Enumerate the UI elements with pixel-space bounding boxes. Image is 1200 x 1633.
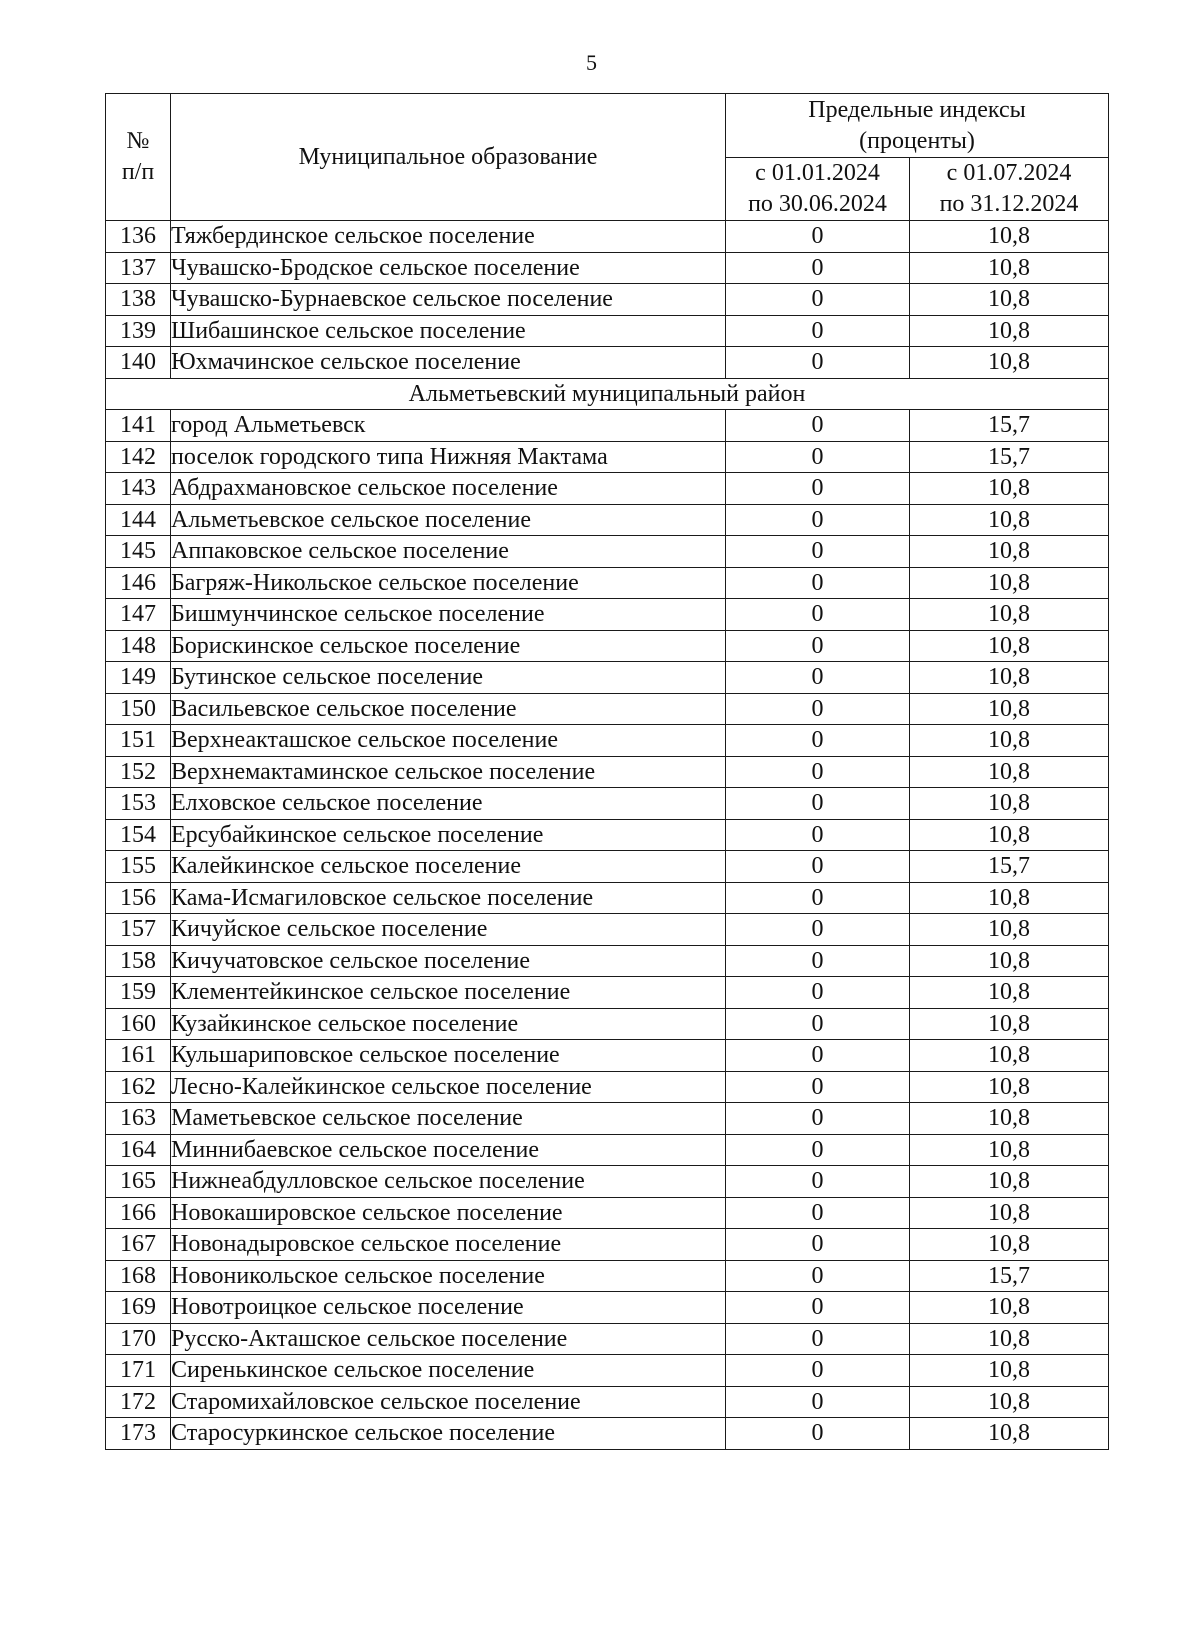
table-row [106,536,1109,568]
index-period-2: 10,8 [910,819,1109,851]
index-period-2: 10,8 [910,473,1109,505]
municipality-name: Абдрахмановское сельское поселение [171,473,726,505]
table-row [106,630,1109,662]
table-row [106,1071,1109,1103]
row-number: 143 [106,473,171,505]
municipality-name: Аппаковское сельское поселение [171,536,726,568]
row-number: 160 [106,1008,171,1040]
index-period-2: 10,8 [910,945,1109,977]
column-header-period-1: с 01.01.2024 по 30.06.2024 [726,158,910,221]
table-row [106,1229,1109,1261]
municipality-name: Новокашировское сельское поселение [171,1197,726,1229]
municipality-name: Багряж-Никольское сельское поселение [171,567,726,599]
row-number: 168 [106,1260,171,1292]
table-row [106,1386,1109,1418]
index-period-1: 0 [726,1134,910,1166]
index-period-2: 10,8 [910,1008,1109,1040]
page-number: 5 [586,50,597,75]
index-period-2: 10,8 [910,1071,1109,1103]
municipality-name: Лесно-Калейкинское сельское поселение [171,1071,726,1103]
table-row [106,1260,1109,1292]
index-period-2: 10,8 [910,536,1109,568]
index-period-1: 0 [726,1260,910,1292]
index-period-1: 0 [726,473,910,505]
index-period-1: 0 [726,1197,910,1229]
index-period-1: 0 [726,630,910,662]
index-period-2: 10,8 [910,662,1109,694]
index-period-1: 0 [726,1040,910,1072]
municipality-name: Старомихайловское сельское поселение [171,1386,726,1418]
table-row [106,756,1109,788]
table-row [106,410,1109,442]
index-period-1: 0 [726,1323,910,1355]
row-number: 149 [106,662,171,694]
index-period-2: 15,7 [910,851,1109,883]
municipality-name: поселок городского типа Нижняя Мактама [171,441,726,473]
index-period-1: 0 [726,851,910,883]
row-number: 162 [106,1071,171,1103]
row-number: 136 [106,221,171,253]
row-number: 173 [106,1418,171,1450]
row-number: 166 [106,1197,171,1229]
table-row [106,1355,1109,1387]
index-period-1: 0 [726,599,910,631]
municipality-name: город Альметьевск [171,410,726,442]
row-number: 148 [106,630,171,662]
index-period-2: 15,7 [910,1260,1109,1292]
index-period-1: 0 [726,662,910,694]
row-number: 161 [106,1040,171,1072]
table-row [106,1103,1109,1135]
index-period-1: 0 [726,536,910,568]
municipality-name: Борискинское сельское поселение [171,630,726,662]
municipality-name: Новоникольское сельское поселение [171,1260,726,1292]
index-period-2: 10,8 [910,1292,1109,1324]
row-number: 141 [106,410,171,442]
index-period-2: 10,8 [910,1103,1109,1135]
index-period-2: 10,8 [910,221,1109,253]
municipality-name: Елховское сельское поселение [171,788,726,820]
table-row [106,977,1109,1009]
index-period-2: 10,8 [910,1166,1109,1198]
table-row [106,914,1109,946]
index-period-2: 10,8 [910,504,1109,536]
table-body-previous-district [106,221,1109,379]
table-row [106,662,1109,694]
index-period-2: 10,8 [910,1040,1109,1072]
index-period-2: 10,8 [910,725,1109,757]
row-number: 144 [106,504,171,536]
municipality-name: Верхнеакташское сельское поселение [171,725,726,757]
table-row [106,504,1109,536]
table-row [106,1323,1109,1355]
municipality-name: Кичучатовское сельское поселение [171,945,726,977]
municipality-name: Русско-Акташское сельское поселение [171,1323,726,1355]
row-number: 146 [106,567,171,599]
table-row [106,819,1109,851]
municipality-name: Калейкинское сельское поселение [171,851,726,883]
index-period-1: 0 [726,1103,910,1135]
row-number: 169 [106,1292,171,1324]
row-number: 152 [106,756,171,788]
row-number: 167 [106,1229,171,1261]
municipality-name: Ерсубайкинское сельское поселение [171,819,726,851]
row-number: 142 [106,441,171,473]
index-period-2: 10,8 [910,1229,1109,1261]
municipality-name: Старосуркинское сельское поселение [171,1418,726,1450]
index-period-1: 0 [726,756,910,788]
index-period-1: 0 [726,788,910,820]
index-period-1: 0 [726,1292,910,1324]
index-period-1: 0 [726,284,910,316]
index-period-1: 0 [726,504,910,536]
index-period-1: 0 [726,1071,910,1103]
index-period-1: 0 [726,882,910,914]
index-period-1: 0 [726,1166,910,1198]
index-period-1: 0 [726,1355,910,1387]
index-period-1: 0 [726,567,910,599]
row-number: 147 [106,599,171,631]
row-number: 164 [106,1134,171,1166]
municipality-name: Нижнеабдулловское сельское поселение [171,1166,726,1198]
table-row [106,1008,1109,1040]
index-period-2: 10,8 [910,347,1109,379]
row-number: 145 [106,536,171,568]
index-period-2: 10,8 [910,1134,1109,1166]
section-almetyevsk [106,378,1109,410]
municipality-name: Кама-Исмагиловское сельское поселение [171,882,726,914]
table-row [106,347,1109,379]
index-period-2: 10,8 [910,252,1109,284]
index-period-2: 10,8 [910,599,1109,631]
index-period-2: 15,7 [910,441,1109,473]
column-header-limit-indices: Предельные индексы (проценты) [726,94,1109,158]
column-header-number: № п/п [106,94,171,221]
row-number: 139 [106,315,171,347]
municipality-name: Васильевское сельское поселение [171,693,726,725]
row-number: 156 [106,882,171,914]
row-number: 140 [106,347,171,379]
index-period-1: 0 [726,221,910,253]
row-number: 170 [106,1323,171,1355]
index-period-1: 0 [726,914,910,946]
index-period-2: 10,8 [910,788,1109,820]
table-row [106,441,1109,473]
row-number: 150 [106,693,171,725]
index-period-2: 10,8 [910,567,1109,599]
index-period-1: 0 [726,693,910,725]
table-row [106,1040,1109,1072]
table-row [106,693,1109,725]
row-number: 138 [106,284,171,316]
index-period-2: 10,8 [910,1323,1109,1355]
table-row [106,599,1109,631]
index-period-1: 0 [726,252,910,284]
municipality-name: Новотроицкое сельское поселение [171,1292,726,1324]
index-period-2: 10,8 [910,1386,1109,1418]
limit-indices-table [105,93,1109,1450]
row-number: 158 [106,945,171,977]
municipality-name: Кичуйское сельское поселение [171,914,726,946]
row-number: 153 [106,788,171,820]
index-period-2: 15,7 [910,410,1109,442]
municipality-name: Маметьевское сельское поселение [171,1103,726,1135]
index-period-1: 0 [726,1229,910,1261]
row-number: 172 [106,1386,171,1418]
municipality-name: Кульшариповское сельское поселение [171,1040,726,1072]
index-period-1: 0 [726,1386,910,1418]
row-number: 157 [106,914,171,946]
table-row [106,1292,1109,1324]
table-row [106,473,1109,505]
index-period-2: 10,8 [910,882,1109,914]
row-number: 163 [106,1103,171,1135]
municipality-name: Шибашинское сельское поселение [171,315,726,347]
row-number: 159 [106,977,171,1009]
index-period-1: 0 [726,315,910,347]
row-number: 165 [106,1166,171,1198]
table-row [106,851,1109,883]
municipality-name: Юхмачинское сельское поселение [171,347,726,379]
municipality-name: Кузайкинское сельское поселение [171,1008,726,1040]
table-row [106,788,1109,820]
table-row [106,945,1109,977]
municipality-name: Новонадыровское сельское поселение [171,1229,726,1261]
table-row [106,1166,1109,1198]
table-row [106,315,1109,347]
column-header-period-2: с 01.07.2024 по 31.12.2024 [910,158,1109,221]
table-row [106,284,1109,316]
municipality-name: Чувашско-Бродское сельское поселение [171,252,726,284]
index-period-1: 0 [726,1418,910,1450]
index-period-2: 10,8 [910,693,1109,725]
table-row [106,1418,1109,1450]
table-row [106,1134,1109,1166]
municipality-name: Бутинское сельское поселение [171,662,726,694]
index-period-2: 10,8 [910,630,1109,662]
municipality-name: Миннибаевское сельское поселение [171,1134,726,1166]
table-row [106,252,1109,284]
table-row [106,882,1109,914]
table-body-almetyevsk-district [106,410,1109,1450]
index-period-1: 0 [726,977,910,1009]
row-number: 155 [106,851,171,883]
index-period-2: 10,8 [910,315,1109,347]
table-row [106,1197,1109,1229]
municipality-name: Альметьевское сельское поселение [171,504,726,536]
index-period-1: 0 [726,347,910,379]
section-row [106,378,1109,410]
municipality-name: Сиренькинское сельское поселение [171,1355,726,1387]
index-period-1: 0 [726,441,910,473]
index-period-2: 10,8 [910,284,1109,316]
row-number: 171 [106,1355,171,1387]
index-period-2: 10,8 [910,756,1109,788]
municipality-name: Чувашско-Бурнаевское сельское поселение [171,284,726,316]
row-number: 154 [106,819,171,851]
index-period-2: 10,8 [910,1355,1109,1387]
municipality-name: Тяжбердинское сельское поселение [171,221,726,253]
index-period-2: 10,8 [910,1197,1109,1229]
index-period-1: 0 [726,1008,910,1040]
index-period-1: 0 [726,725,910,757]
index-period-2: 10,8 [910,977,1109,1009]
municipality-name: Клементейкинское сельское поселение [171,977,726,1009]
index-period-1: 0 [726,819,910,851]
municipality-name: Верхнемактаминское сельское поселение [171,756,726,788]
index-period-1: 0 [726,410,910,442]
section-title: Альметьевский муниципальный район [106,378,1109,410]
table-row [106,221,1109,253]
index-period-2: 10,8 [910,914,1109,946]
index-period-1: 0 [726,945,910,977]
municipality-name: Бишмунчинское сельское поселение [171,599,726,631]
index-period-2: 10,8 [910,1418,1109,1450]
row-number: 151 [106,725,171,757]
row-number: 137 [106,252,171,284]
table-row [106,725,1109,757]
column-header-municipality: Муниципальное образование [171,94,726,221]
table-row [106,567,1109,599]
